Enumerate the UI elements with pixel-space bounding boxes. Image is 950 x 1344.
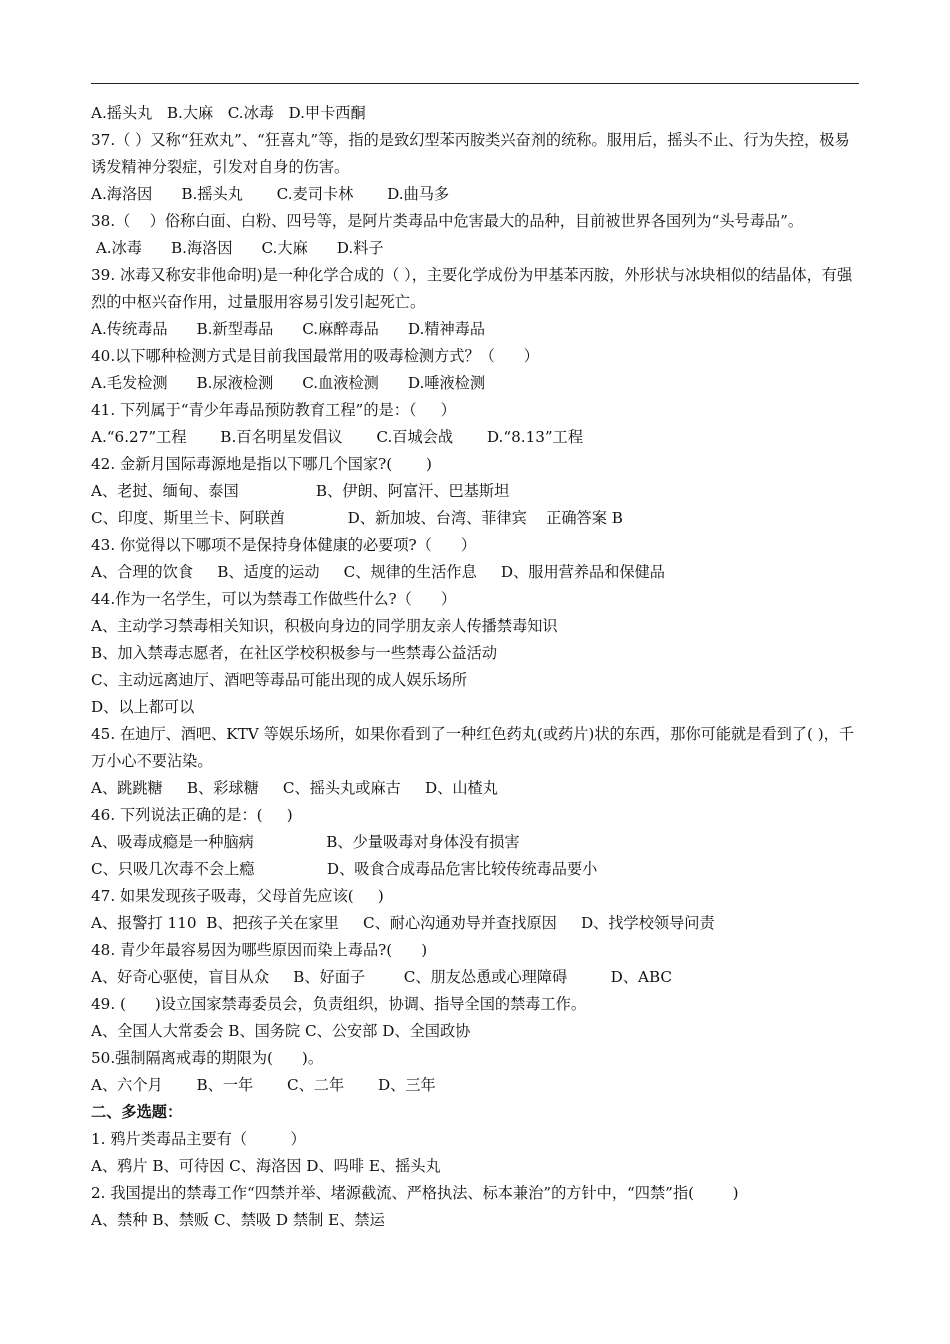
text-line: 38.（ ）俗称白面、白粉、四号等，是阿片类毒品中危害最大的品种，目前被世界各国列为“头号毒品”。 [91, 212, 804, 230]
text-line: 41. 下列属于“青少年毒品预防教育工程”的是：（ ） [91, 401, 456, 419]
text-line: A、主动学习禁毒相关知识，积极向身边的同学朋友亲人传播禁毒知识 [91, 617, 558, 635]
text-line: A、跳跳糖 B、彩球糖 C、摇头丸或麻古 D、山楂丸 [91, 779, 498, 797]
text-line: A.传统毒品 B.新型毒品 C.麻醉毒品 D.精神毒品 [91, 320, 486, 338]
text-line: D、以上都可以 [91, 698, 195, 716]
text-line: C、主动远离迪厅、酒吧等毒品可能出现的成人娱乐场所 [91, 671, 468, 689]
text-line: C、印度、斯里兰卡、阿联酋 D、新加坡、台湾、菲律宾 正确答案 B [91, 509, 623, 527]
text-line: A.“6.27”工程 B.百名明星发倡议 C.百城会战 D.“8.13”工程 [91, 428, 584, 446]
text-line: A、好奇心驱使，盲目从众 B、好面子 C、朋友怂恿或心理障碍 D、ABC [91, 968, 673, 986]
text-line: 49. ( )设立国家禁毒委员会，负责组织，协调、指导全国的禁毒工作。 [91, 995, 587, 1013]
text-line: C、只吸几次毒不会上瘾 D、吸食合成毒品危害比较传统毒品要小 [91, 860, 598, 878]
text-line: 44.作为一名学生，可以为禁毒工作做些什么?（ ） [91, 590, 457, 608]
text-line: A.海洛因 B.摇头丸 C.麦司卡林 D.曲马多 [91, 185, 450, 203]
text-line: A、报警打 110 B、把孩子关在家里 C、耐心沟通劝导并查找原因 D、找学校领导问责 [91, 914, 715, 932]
text-line: 47. 如果发现孩子吸毒，父母首先应该( ) [91, 887, 384, 905]
text-line: 1. 鸦片类毒品主要有（ ） [91, 1130, 306, 1148]
text-line: 45. 在迪厅、酒吧、KTV 等娱乐场所，如果你看到了一种红色药丸(或药片)状的东西，那你可能就是看到了( )，千万小心不要沾染。 [91, 725, 855, 770]
text-line: A.毛发检测 B.尿液检测 C.血液检测 D.唾液检测 [91, 374, 486, 392]
text-line: 50.强制隔离戒毒的期限为( )。 [91, 1049, 324, 1067]
text-line: 42. 金新月国际毒源地是指以下哪几个国家?( ) [91, 455, 432, 473]
section-heading: 二、多选题： [91, 1103, 183, 1121]
header-rule [91, 83, 859, 84]
text-line: A.冰毒 B.海洛因 C.大麻 D.料子 [91, 239, 384, 257]
document-body [91, 100, 863, 1234]
text-line: 40.以下哪种检测方式是目前我国最常用的吸毒检测方式？（ ） [91, 347, 539, 365]
text-line: 43. 你觉得以下哪项不是保持身体健康的必要项?（ ） [91, 536, 477, 554]
text-line: A、吸毒成瘾是一种脑病 B、少量吸毒对身体没有损害 [91, 833, 520, 851]
text-line: A、合理的饮食 B、适度的运动 C、规律的生活作息 D、服用营养品和保健品 [91, 563, 665, 581]
text-line: 37.（ ）又称“狂欢丸”、“狂喜丸”等，指的是致幻型苯丙胺类兴奋剂的统称。服用后，摇头不止、行为失控，极易诱发精神分裂症，引发对自身的伤害。 [91, 131, 850, 176]
text-line: 46. 下列说法正确的是：( ) [91, 806, 293, 824]
text-line: A.摇头丸 B.大麻 C.冰毒 D.甲卡西酮 [91, 104, 366, 122]
text-line: 48. 青少年最容易因为哪些原因而染上毒品?( ) [91, 941, 428, 959]
text-line: A、鸦片 B、可待因 C、海洛因 D、吗啡 E、摇头丸 [91, 1157, 441, 1175]
text-line: A、六个月 B、一年 C、二年 D、三年 [91, 1076, 436, 1094]
text-line: B、加入禁毒志愿者，在社区学校积极参与一些禁毒公益活动 [91, 644, 498, 662]
text-line: 39. 冰毒又称安非他命明)是一种化学合成的（ ），主要化学成份为甲基苯丙胺，外形状与冰块相似的结晶体，有强烈的中枢兴奋作用，过量服用容易引发引起死亡。 [91, 266, 853, 311]
text-line: A、禁种 B、禁贩 C、禁吸 D 禁制 E、禁运 [91, 1211, 385, 1229]
text-line: 2. 我国提出的禁毒工作“四禁并举、堵源截流、严格执法、标本兼治”的方针中，“四禁”指( ) [91, 1184, 739, 1202]
text-line: A、老挝、缅甸、泰国 B、伊朗、阿富汗、巴基斯坦 [91, 482, 510, 500]
text-line: A、全国人大常委会 B、国务院 C、公安部 D、全国政协 [91, 1022, 471, 1040]
